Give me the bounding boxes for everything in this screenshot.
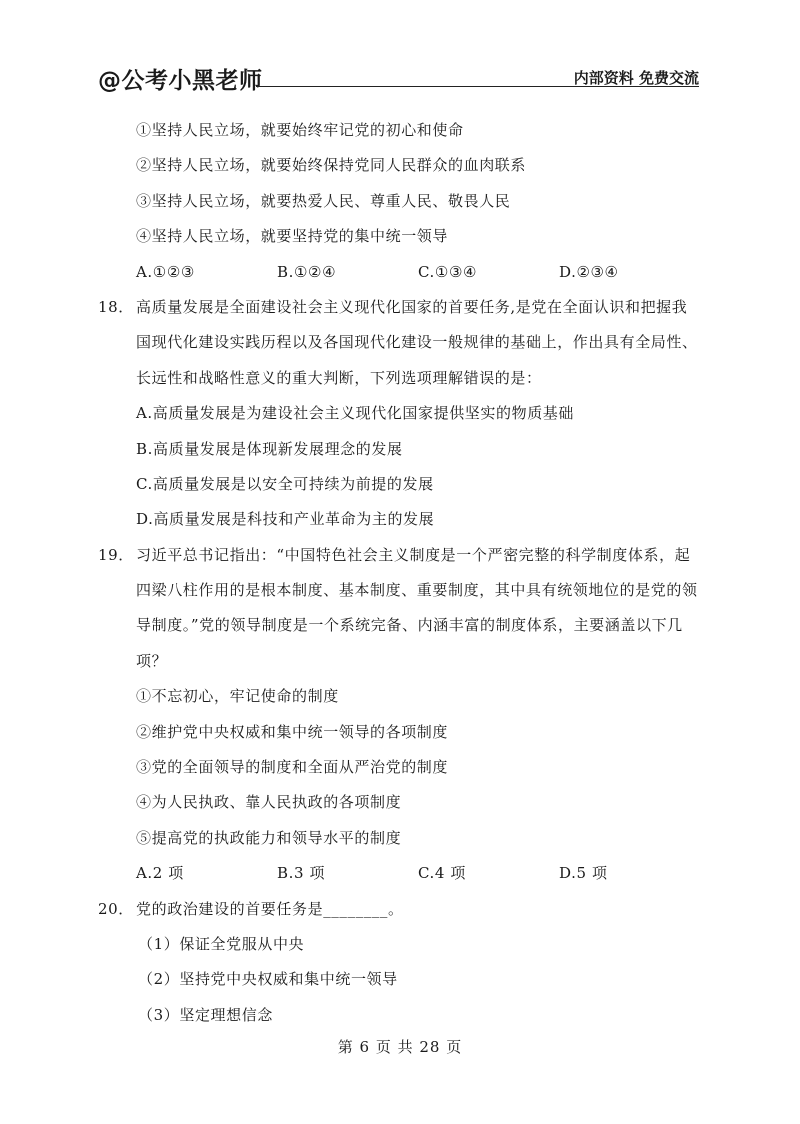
q17-item: ②坚持人民立场，就要始终保持党同人民群众的血肉联系 — [136, 156, 527, 175]
q20-item: （1）保证全党服从中央 — [138, 934, 305, 953]
q20-stem: 党的政治建设的首要任务是________。 — [136, 899, 404, 918]
q19-item: ⑤提高党的执政能力和领导水平的制度 — [136, 828, 402, 847]
q18-option-d: D.高质量发展是科技和产业革命为主的发展 — [136, 510, 435, 529]
header-note: 内部资料 免费交流 — [573, 69, 699, 87]
q20-item: （3）坚定理想信念 — [138, 1005, 273, 1024]
q17-item: ④坚持人民立场，就要坚持党的集中统一领导 — [136, 227, 449, 246]
q19-item: ②维护党中央权威和集中统一领导的各项制度 — [136, 722, 449, 741]
q18-stem-line: 国现代化建设实践历程以及各国现代化建设一般规律的基础上，作出具有全局性、 — [136, 333, 698, 352]
q19-stem-line: 项？ — [136, 651, 168, 670]
q17-item: ③坚持人民立场，就要热爱人民、尊重人民、敬畏人民 — [136, 191, 511, 210]
question-18 — [98, 290, 700, 538]
q17-option-d: D.②③④ — [559, 262, 619, 281]
q17-continuation — [98, 113, 700, 290]
q19-option-b: B.3 项 — [277, 864, 326, 883]
question-20 — [98, 892, 700, 1034]
q19-number: 19． — [98, 545, 134, 564]
q19-stem-line: 习近平总书记指出：“中国特色社会主义制度是一个严密完整的科学制度体系，起 — [136, 545, 691, 564]
q20-number: 20． — [98, 899, 134, 918]
q17-option-b: B.①②④ — [277, 262, 337, 281]
q17-item: ①坚持人民立场，就要始终牢记党的初心和使命 — [136, 121, 464, 139]
q19-item: ③党的全面领导的制度和全面从严治党的制度 — [136, 758, 449, 777]
q18-stem-line: 高质量发展是全面建设社会主义现代化国家的首要任务,是党在全面认识和把握我 — [136, 297, 688, 316]
q17-option-a: A.①②③ — [136, 262, 195, 281]
page-content — [98, 113, 700, 1033]
q18-option-c: C.高质量发展是以安全可持续为前提的发展 — [136, 474, 434, 493]
q20-item: （2）坚持党中央权威和集中统一领导 — [138, 970, 398, 989]
q18-option-b: B.高质量发展是体现新发展理念的发展 — [136, 439, 403, 458]
q19-stem-line: 导制度。”党的领导制度是一个系统完备、内涵丰富的制度体系，主要涵盖以下几 — [136, 616, 683, 635]
q19-item: ④为人民执政、靠人民执政的各项制度 — [136, 793, 402, 812]
page-number: 第 6 页 共 28 页 — [337, 1038, 463, 1056]
q18-stem-line: 长远性和战略性意义的重大判断，下列选项理解错误的是： — [136, 368, 542, 387]
question-19 — [98, 538, 700, 892]
q17-options — [98, 255, 700, 290]
q17-option-c: C.①③④ — [418, 262, 478, 281]
q19-option-d: D.5 项 — [559, 864, 608, 883]
q18-option-a: A.高质量发展是为建设社会主义现代化国家提供坚实的物质基础 — [136, 404, 575, 423]
q19-stem-line: 四梁八柱作用的是根本制度、基本制度、重要制度，其中具有统领地位的是党的领 — [136, 581, 698, 600]
q19-item: ①不忘初心，牢记使命的制度 — [136, 687, 339, 706]
q19-option-a: A.2 项 — [136, 864, 184, 883]
header-title: @公考小黑老师 — [98, 68, 263, 94]
q18-number: 18． — [98, 297, 134, 316]
q19-option-c: C.4 项 — [418, 864, 467, 883]
q19-options — [98, 856, 700, 891]
